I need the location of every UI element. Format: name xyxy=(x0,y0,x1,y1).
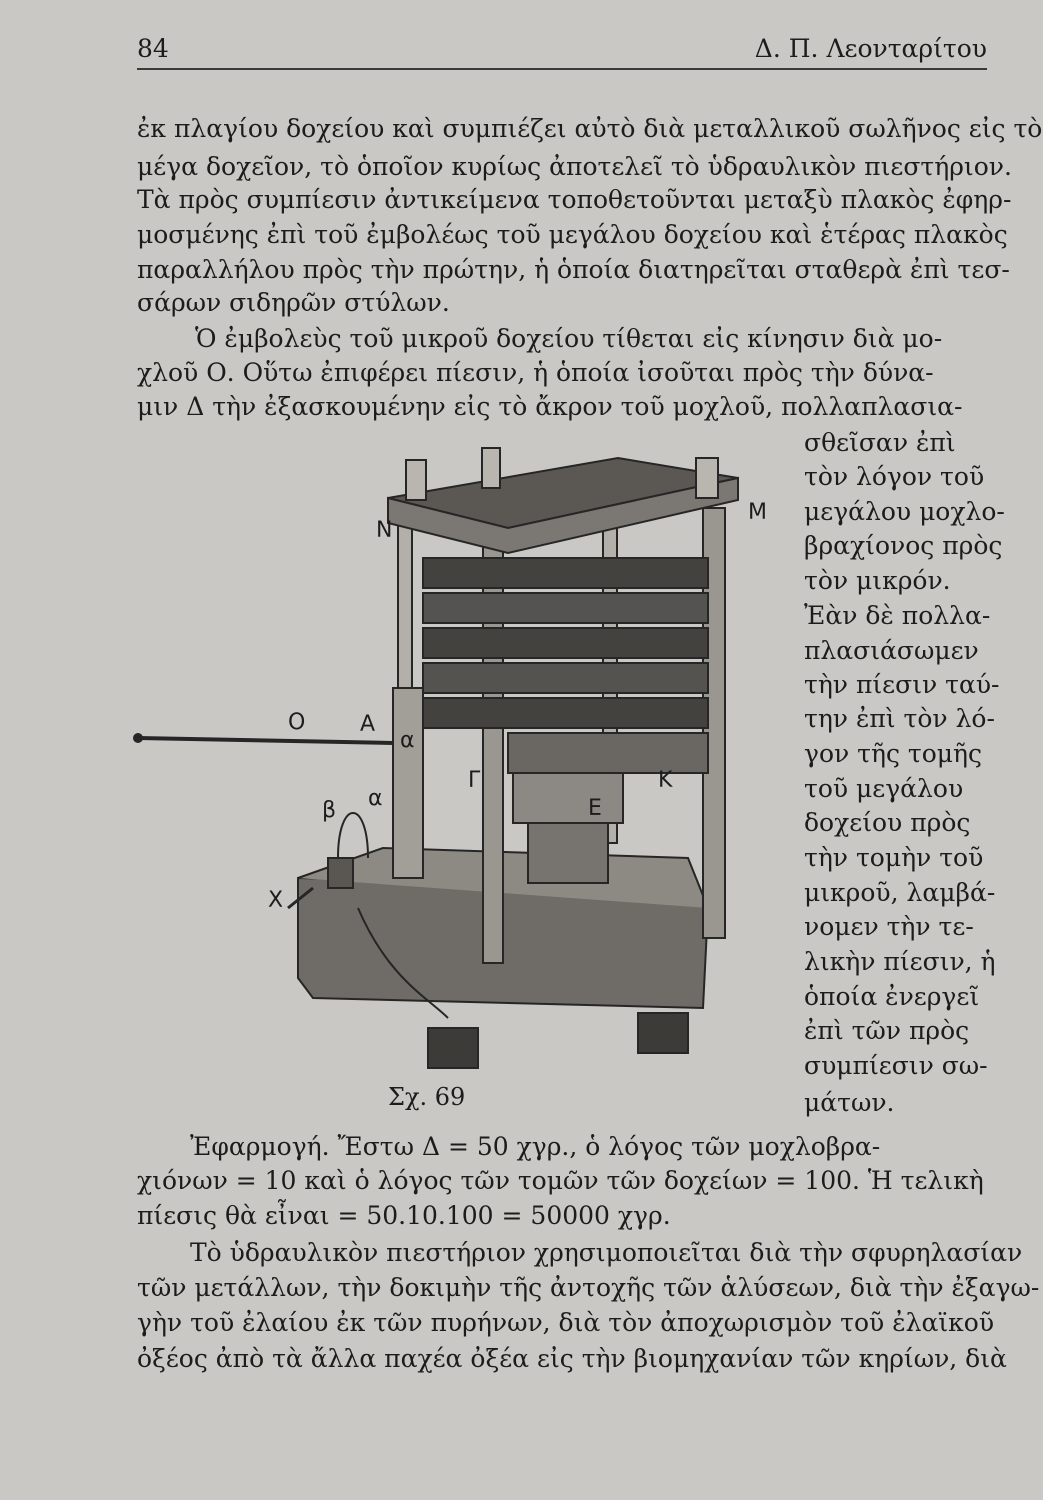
text-line: μιν Δ τὴν ἐξασκουμένην εἰς τὸ ἄκρον τοῦ μοχλοῦ, πολλαπλασια- xyxy=(137,392,963,421)
text-line: χιόνων = 10 καὶ ὁ λόγος τῶν τομῶν τῶν δοχείων = 100. Ἡ τελικὴ xyxy=(137,1166,984,1195)
figure-label-beta: β xyxy=(322,798,337,823)
side-text-line: ἐπὶ τῶν πρὸς xyxy=(804,1016,970,1045)
text-line: τῶν μετάλλων, τὴν δοκιμὴν τῆς ἀντοχῆς τῶν ἁλύσεων, διὰ τὴν ἐξαγω- xyxy=(137,1273,1040,1302)
hydraulic-press-engraving xyxy=(128,438,790,1078)
figure-label-n: Ν xyxy=(376,518,393,543)
text-line: γὴν τοῦ ἐλαίου ἐκ τῶν πυρήνων, διὰ τὸν ἀποχωρισμὸν τοῦ ἐλαϊκοῦ xyxy=(137,1308,995,1337)
figure-label-alpha: α xyxy=(368,786,383,811)
side-text-line: την ἐπὶ τὸν λό- xyxy=(804,704,995,733)
side-text-line: τὴν τομὴν τοῦ xyxy=(804,843,984,872)
text-line: Τὰ πρὸς συμπίεσιν ἀντικείμενα τοποθετοῦνται μεταξὺ πλακὸς ἐφηρ- xyxy=(137,185,1012,214)
page-header xyxy=(137,34,987,70)
figure-label-gamma: Γ xyxy=(468,768,481,793)
text-line: χλοῦ Ο. Οὕτω ἐπιφέρει πίεσιν, ἡ ὁποία ἰσοῦται πρὸς τὴν δύνα- xyxy=(137,358,934,387)
figure-label-k: Κ xyxy=(658,768,673,793)
page-number: 84 xyxy=(137,34,169,63)
side-text-line: πλασιάσωμεν xyxy=(804,636,979,665)
side-text-line: νομεν τὴν τε- xyxy=(804,912,974,941)
figure-label-m: Μ xyxy=(748,500,767,525)
text-line: μέγα δοχεῖον, τὸ ὁποῖον κυρίως ἀποτελεῖ τὸ ὑδραυλικὸν πιεστήριον. xyxy=(137,152,1012,181)
figure-label-o: Ο xyxy=(288,710,306,735)
side-text-line: τὸν μικρόν. xyxy=(804,566,951,595)
side-text-line: ὁποία ἐνεργεῖ xyxy=(804,982,980,1011)
figure-label-epsilon: Ε xyxy=(588,796,602,821)
text-line: μοσμένης ἐπὶ τοῦ ἐμβολέως τοῦ μεγάλου δοχείου καὶ ἑτέρας πλακὸς xyxy=(137,220,1008,249)
side-text-line: γον τῆς τομῆς xyxy=(804,739,983,768)
figure-label-a: Α xyxy=(360,712,376,737)
text-line: Τὸ ὑδραυλικὸν πιεστήριον χρησιμοποιεῖται διὰ τὴν σφυρηλασίαν xyxy=(190,1238,1023,1267)
text-line: σάρων σιδηρῶν στύλων. xyxy=(137,288,450,317)
side-text-line: μικροῦ, λαμβά- xyxy=(804,878,996,907)
text-line: Ἐφαρμογή. Ἔστω Δ = 50 χγρ., ὁ λόγος τῶν μοχλοβρα- xyxy=(190,1132,881,1161)
side-text-line: σθεῖσαν ἐπὶ xyxy=(804,428,956,457)
running-title: Δ. Π. Λεονταρίτου xyxy=(754,34,987,63)
side-text-line: βραχίονος πρὸς xyxy=(804,531,1003,560)
text-line: παραλλήλου πρὸς τὴν πρώτην, ἡ ὁποία διατηρεῖται σταθερὰ ἐπὶ τεσ- xyxy=(137,255,1010,284)
side-text-line: λικὴν πίεσιν, ἡ xyxy=(804,947,996,976)
text-line: ἐκ πλαγίου δοχείου καὶ συμπιέζει αὐτὸ διὰ μεταλλικοῦ σωλῆνος εἰς τὸ xyxy=(137,114,1043,143)
figure-label-alpha: α xyxy=(400,728,415,753)
text-line: Ὁ ἐμβολεὺς τοῦ μικροῦ δοχείου τίθεται εἰς κίνησιν διὰ μο- xyxy=(195,324,943,353)
side-text-line: τὴν πίεσιν ταύ- xyxy=(804,670,1000,699)
side-text-line: δοχείου πρὸς xyxy=(804,808,971,837)
side-text-line: συμπίεσιν σω- xyxy=(804,1051,988,1080)
side-text-line: μεγάλου μοχλο- xyxy=(804,497,1005,526)
figure-caption: Σχ. 69 xyxy=(388,1083,466,1111)
side-text-line: Ἐὰν δὲ πολλα- xyxy=(804,601,991,630)
text-line: ὀξέος ἀπὸ τὰ ἄλλα παχέα ὀξέα εἰς τὴν βιομηχανίαν τῶν κηρίων, διὰ xyxy=(137,1344,1007,1373)
text-line: πίεσις θὰ εἶναι = 50.10.100 = 50000 χγρ. xyxy=(137,1201,671,1230)
hydraulic-press-figure xyxy=(128,438,790,1078)
side-text-line: τὸν λόγον τοῦ xyxy=(804,462,985,491)
side-text-line: μάτων. xyxy=(804,1088,895,1117)
figure-label-x: Χ xyxy=(268,888,284,913)
side-text-line: τοῦ μεγάλου xyxy=(804,774,964,803)
